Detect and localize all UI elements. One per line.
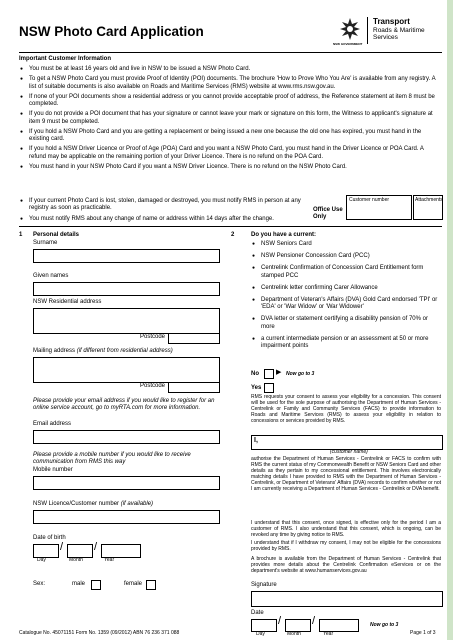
- date-slash: /: [278, 615, 282, 627]
- consent-paragraph-2: authorise the Department of Human Services - Centrelink or FACS to confirm with RMS the current status of my Commonwealth Benefit or NSW Seniors Card and other details as they pertain to my concessional entitlement. This involves electronically matching details I have provided to RMS with the Department of Human Services - Centrelink, or Department of Veterans' Affairs (DVA) records to confirm whether or not I am currently receiving a Department of Human Services - Centrelink or DVA benefit.: [251, 456, 441, 492]
- info-item: ● If none of your POI documents show a residential address or you cannot provide acceptable proof of address, the Reference statement at item 8 must be completed.: [19, 94, 439, 108]
- consent-paragraph-4: I understand that if I withdraw my consent, I may not be eligible for the concessions provided by RMS.: [251, 540, 441, 552]
- mailing-address-label: [33, 348, 173, 355]
- i-label: I,: [254, 437, 258, 444]
- section-1-title: Personal details: [33, 232, 80, 238]
- email-label: Email address: [33, 421, 72, 427]
- info-item: ● If you hold a NSW Photo Card and you are getting a replacement or being issued a new one because the old one has expired, you must hand in the existing card.: [19, 129, 439, 143]
- date-slash: /: [312, 615, 316, 627]
- info-item: ● You must notify RMS about any change of name or address within 14 days after the change.: [19, 216, 309, 223]
- page-number: Page 1 of 3: [410, 630, 436, 636]
- concession-option: ● NSW Pensioner Concession Card (PCC): [251, 253, 441, 260]
- date-month-caption: Month: [287, 631, 301, 637]
- sidebar-strip: [447, 0, 453, 640]
- customer-name-field[interactable]: [251, 435, 443, 450]
- sex-label: Sex:: [33, 581, 46, 587]
- residential-postcode-label: Postcode: [140, 334, 166, 340]
- info-list: [19, 66, 439, 174]
- licence-label: [33, 501, 153, 508]
- mobile-field[interactable]: [33, 476, 220, 490]
- section-2-title: Do you have a current:: [251, 232, 317, 238]
- dob-month-field[interactable]: [67, 544, 93, 558]
- page-title: NSW Photo Card Application: [19, 24, 204, 39]
- sex-female-label: female: [124, 581, 143, 587]
- given-names-field[interactable]: [33, 282, 220, 296]
- consent-paragraph-1: RMS requests your consent to assess your eligibility for a concession. This consent will be used for the sole purpose of authorising the Department of Human Services - Centrelink or Family and Community Services (FACS) to provide information to Roads and Maritime Services (RMS) to assess your eligibility in relation to concessions or services provided by RMS.: [251, 394, 441, 424]
- logo-divider: [367, 17, 368, 44]
- licence-field[interactable]: [33, 510, 220, 524]
- no-goto-note: Now go to 3: [286, 371, 315, 377]
- agency-line-3: Services: [373, 34, 398, 41]
- email-note: Please provide your email address if you would like to register for an online service account, go to myRTA.com for more information.: [33, 398, 215, 412]
- dob-slash: /: [60, 541, 64, 553]
- signature-label: Signature: [251, 582, 277, 588]
- yes-label: Yes: [251, 385, 262, 391]
- section-rule: [19, 226, 442, 227]
- mobile-label: Mobile number: [33, 467, 73, 473]
- header-rule: [19, 52, 442, 53]
- customer-number-label: Customer number: [349, 197, 390, 203]
- dob-day-caption: Day: [37, 557, 46, 563]
- info-item: ● If you do not provide a POI document that has your signature or cannot leave your mark or signature on this form, the Witness to applicant's signature at item 9 must be completed.: [19, 111, 439, 125]
- dob-year-field[interactable]: [101, 544, 141, 558]
- given-names-label: Given names: [33, 273, 69, 279]
- mailing-address-text: Mailing address: [33, 348, 76, 354]
- agency-line-1: Transport: [373, 17, 410, 26]
- dob-year-caption: Year: [104, 557, 115, 563]
- concession-option: ● Centrelink letter confirming Carer Allowance: [251, 285, 441, 292]
- section-2-number: 2: [231, 232, 235, 238]
- consent-paragraph-5: A brochure is available from the Department of Human Services - Centrelink that provides more details about the Centrelink Confirmation eServices or on the department's website at www.humanservices.gov.au: [251, 556, 441, 574]
- arrow-icon: ▶: [276, 369, 282, 376]
- surname-label: Surname: [33, 240, 58, 246]
- concession-option: ● DVA letter or statement certifying a disability pension of 70% or more: [251, 316, 441, 330]
- info-item: ● If your current Photo Card is lost, stolen, damaged or destroyed, you must notify RMS in person at any registry as soon as practicable.: [19, 198, 309, 212]
- catalogue-number: Catalogue No. 45071151 Form No. 1359 (09/2012) ABN 76 236 371 088: [19, 630, 180, 636]
- sex-female-checkbox[interactable]: [146, 580, 156, 590]
- info-list-2: [19, 198, 309, 226]
- sex-male-checkbox[interactable]: [91, 580, 101, 590]
- signature-field[interactable]: [251, 591, 443, 607]
- date-goto-note: Now go to 3: [370, 622, 399, 628]
- info-item: ● You must be at least 16 years old and live in NSW to be issued a NSW Photo Card.: [19, 66, 439, 73]
- dob-day-field[interactable]: [33, 544, 59, 558]
- dob-month-caption: Month: [69, 557, 83, 563]
- residential-postcode-field[interactable]: [168, 333, 220, 344]
- mailing-address-field[interactable]: [33, 357, 220, 383]
- sex-male-label: male: [72, 581, 86, 587]
- concession-option: ● Centrelink Confirmation of Concession Card Entitlement form stamped PCC: [251, 265, 441, 279]
- residential-address-label: NSW Residential address: [33, 299, 102, 305]
- attachments-label: Attachments: [415, 197, 443, 203]
- no-label: No: [251, 371, 259, 377]
- office-use-label: Office Use Only: [313, 207, 343, 221]
- customer-name-caption: (customer name): [330, 449, 368, 455]
- consent-paragraph-3: I understand that this consent, once signed, is effective only for the period I am a customer of RMS. I also understand that this consent, which is ongoing, can be revoked any time by giving notice to RMS.: [251, 520, 441, 538]
- mailing-postcode-label: Postcode: [140, 383, 166, 389]
- licence-note: (if available): [120, 501, 154, 507]
- info-heading: Important Customer Information: [19, 56, 112, 62]
- concession-option: ● a current intermediate pension or an assessment at 50 or more impairment points: [251, 336, 441, 350]
- mobile-note: Please provide a mobile number if you would like to receive communication from RMS this way: [33, 452, 191, 466]
- licence-text: NSW Licence/Customer number: [33, 501, 120, 507]
- info-item: ● If you hold a NSW Driver Licence or Proof of Age (POA) Card and you want a NSW Photo Card, you must hand in the Driver Licence or POA Card. A refund may be applicable on the remaining portion of your Driver Licence. There is no refund on the POA Card.: [19, 146, 439, 160]
- email-field[interactable]: [33, 430, 220, 444]
- concession-option: ● NSW Seniors Card: [251, 241, 441, 248]
- surname-field[interactable]: [33, 249, 220, 263]
- concession-list: [251, 241, 441, 353]
- nsw-logo: [337, 16, 363, 42]
- no-checkbox[interactable]: [264, 369, 274, 379]
- logo-caption: NSW GOVERNMENT: [333, 42, 363, 46]
- dob-slash: /: [94, 541, 98, 553]
- dob-label: Date of birth: [33, 535, 66, 541]
- residential-address-field[interactable]: [33, 308, 220, 334]
- date-day-caption: Day: [256, 631, 265, 637]
- info-item: ● You must hand in your NSW Photo Card if you want a NSW Driver Licence. There is no refund on the NSW Photo Card.: [19, 164, 439, 171]
- section-1-number: 1: [19, 232, 23, 238]
- mailing-postcode-field[interactable]: [168, 382, 220, 393]
- date-year-caption: Year: [323, 631, 334, 637]
- mailing-address-note: (if different from residential address): [76, 348, 173, 354]
- concession-option: ● Department of Veteran's Affairs (DVA) Gold Card endorsed 'TPI' or 'EDA' or 'War Widow' or 'War Widower': [251, 297, 441, 311]
- yes-checkbox[interactable]: [264, 383, 274, 393]
- agency-line-2: Roads & Maritime: [373, 27, 425, 34]
- date-label: Date: [251, 610, 264, 616]
- info-item: ● To get a NSW Photo Card you must provide Proof of Identity (POI) documents. The brochure 'How to Prove Who You Are' is available from any registry. A list of suitable documents is also available on Roads and Maritime Services (RMS) website at www.rms.nsw.gov.au.: [19, 76, 439, 90]
